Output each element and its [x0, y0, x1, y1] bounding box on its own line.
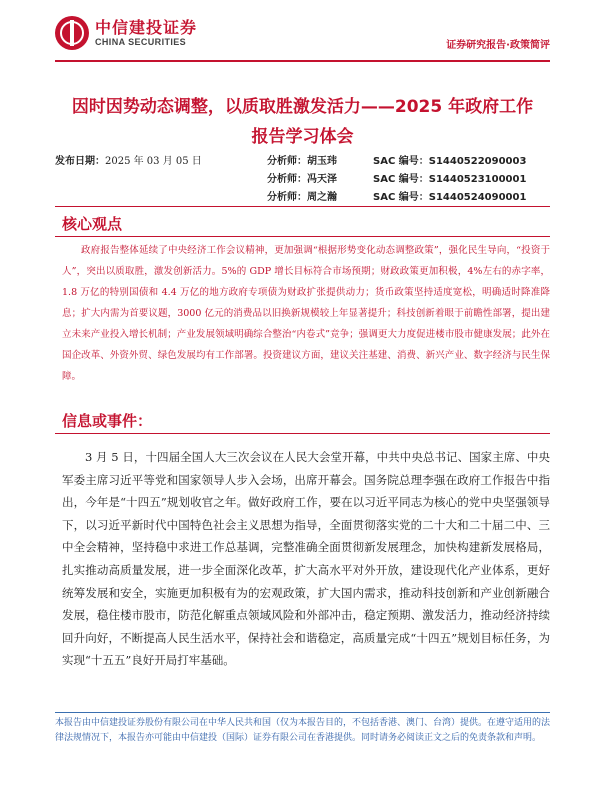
- analyst-name: 分析师：周之瀚: [267, 192, 337, 203]
- logo-name-en: CHINA SECURITIES: [95, 36, 187, 47]
- page-header: [55, 16, 550, 58]
- events-heading: 信息或事件：: [62, 412, 153, 430]
- meta-row: [55, 188, 550, 206]
- report-type-label: 证券研究报告·政策简评: [446, 40, 550, 51]
- meta-divider: [55, 206, 550, 207]
- logo-emblem-icon: [55, 16, 89, 50]
- report-title-line-2: 报告学习体会: [251, 127, 354, 147]
- core-views-text: 政府报告整体延续了中央经济工作会议精神，更加强调“根据形势变化动态调整政策”，强化民生导向，“投资于人”，突出以质取胜，激发创新活力。5%的 GDP 增长目标符合市场预期；财政政策更加积极，4%左右的赤字率，1.8 万亿的特别国债和 4.4 万亿的地方政府专项债为财政扩张提供动力；货币政策坚持适度宽松，明确适时降准降息；扩大内需为首要议题，3000 亿元的消费品以旧换新规模较上年显著提升；科技创新着眼于前瞻性部署，提出建立未来产业投入增长机制；产业发展领域明确综合整治“内卷式”竞争；强调更大力度促进楼市股市健康发展；此外在国企改革、外资外贸、绿色发展均有工作部署。投资建议方面，建议关注基建、消费、新兴产业、数字经济与民生保障。: [62, 245, 550, 382]
- publish-date: 发布日期：2025 年 03 月 05 日: [55, 156, 202, 167]
- logo-name-cn: 中信建投证券: [95, 17, 198, 37]
- report-meta: [55, 152, 550, 206]
- disclaimer-footer: 本报告由中信建投证券股份有限公司在中华人民共和国（仅为本报告目的，不包括香港、澳门、台湾）提供。在遵守适用的法律法规情况下，本报告亦可能由中信建投（国际）证券有限公司在香港提供。同时请务必阅读正文之后的免责条款和声明。: [55, 718, 551, 743]
- analyst-name: 分析师：冯天泽: [267, 174, 337, 185]
- analyst-sac: SAC 编号：S1440524090001: [373, 192, 527, 203]
- core-views-divider: [55, 236, 550, 237]
- report-title-line-1: 因时因势动态调整，以质取胜激发活力——2025 年政府工作: [71, 97, 534, 117]
- analyst-sac: SAC 编号：S1440523100001: [373, 174, 527, 185]
- meta-row: [55, 170, 550, 188]
- analyst-sac: SAC 编号：S1440522090003: [373, 156, 527, 167]
- report-title: [55, 92, 550, 152]
- header-divider: [55, 60, 550, 62]
- events-text: 3 月 5 日，十四届全国人大三次会议在人民大会堂开幕，中共中央总书记、国家主席、中央军委主席习近平等党和国家领导人步入会场，出席开幕会。国务院总理李强在政府工作报告中指出，今年是“十四五”规划收官之年。做好政府工作，要在以习近平同志为核心的党中央坚强领导下，以习近平新时代中国特色社会主义思想为指导，全面贯彻落实党的二十大和二十届二中、三中全会精神，坚持稳中求进工作总基调，完整准确全面贯彻新发展理念，加快构建新发展格局，扎实推动高质量发展，进一步全面深化改革，扩大高水平对外开放，建设现代化产业体系，更好统筹发展和安全，实施更加积极有为的宏观政策，扩大国内需求，推动科技创新和产业创新融合发展，稳住楼市股市，防范化解重点领域风险和外部冲击，稳定预期、激发活力，推动经济持续回升向好，不断提高人民生活水平，保持社会和谐稳定，高质量完成“十四五”规划目标任务，为实现“十五五”良好开局打牢基础。: [62, 450, 550, 668]
- meta-row: [55, 152, 550, 170]
- core-views-heading: 核心观点: [62, 215, 123, 233]
- analyst-name: 分析师：胡玉玮: [267, 156, 337, 167]
- events-divider: [55, 433, 550, 434]
- company-logo: [55, 16, 197, 50]
- footer-divider: [55, 712, 550, 713]
